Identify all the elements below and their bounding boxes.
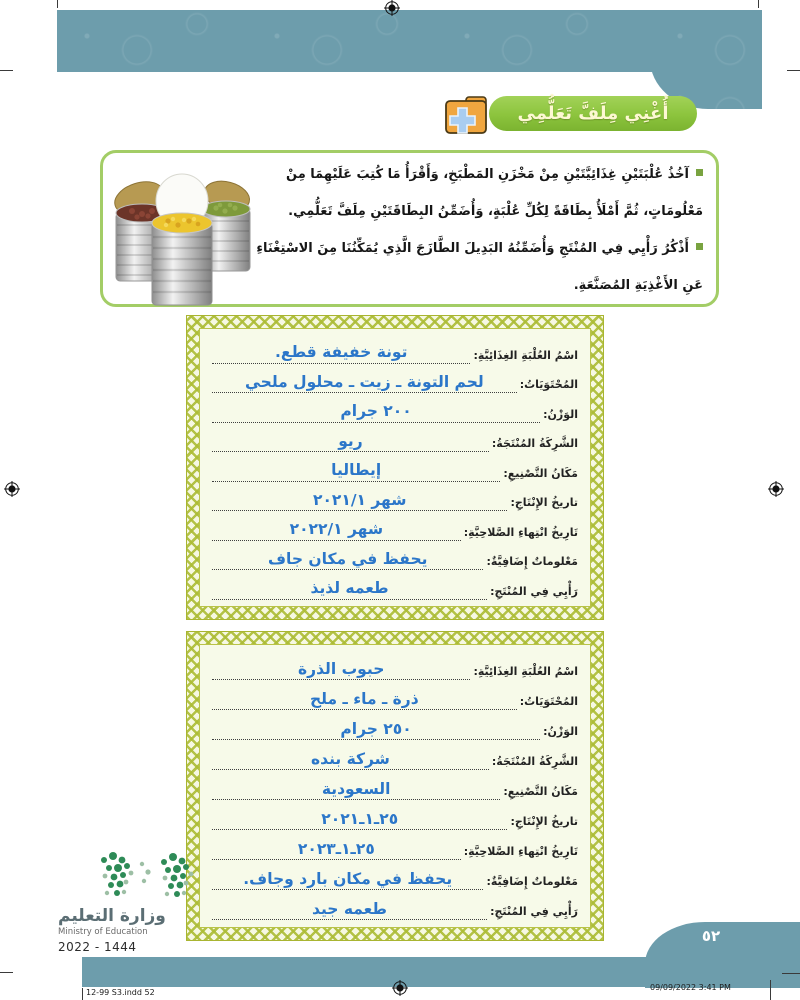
- folder-plus-icon: [439, 95, 493, 137]
- field-row: [212, 712, 578, 740]
- crop-mark: [787, 70, 800, 71]
- food-label-card-1-body: [199, 328, 591, 607]
- dotted-answer-line: [212, 427, 489, 452]
- crop-mark: [57, 0, 58, 8]
- dotted-answer-line: [212, 457, 500, 482]
- registration-mark-icon: [384, 0, 400, 16]
- field-answer: تونة خفيفة قطع.: [274, 343, 408, 362]
- ministry-name-arabic: وزارة التعليم: [58, 906, 166, 926]
- crop-mark: [82, 988, 83, 1000]
- ministry-logo: [58, 850, 218, 954]
- dotted-answer-line: [212, 516, 461, 541]
- dotted-answer-line: [212, 835, 461, 860]
- dotted-answer-line: [212, 575, 487, 600]
- registration-mark-icon: [768, 481, 784, 497]
- field-label: الشَّرِكَةُ المُنْتَجَةُ:: [491, 755, 578, 768]
- dotted-answer-line: [212, 398, 540, 423]
- field-label: الوَزْنُ:: [543, 407, 578, 421]
- field-label: اسْمُ العُلْبَةِ الغِذَائِيَّةِ:: [473, 665, 578, 678]
- ministry-emblem-icon: [86, 850, 210, 902]
- field-label: مَعْلوماتٌ إِضَافِيَّةٌ:: [486, 875, 578, 888]
- lesson-title-banner: [489, 96, 697, 131]
- field-label: المُحْتَوَيَاتُ:: [519, 378, 578, 391]
- dotted-answer-line: [212, 745, 489, 770]
- ministry-name-english: Ministry of Education: [58, 927, 148, 937]
- field-answer: طعمه جيد: [312, 899, 388, 918]
- field-row: [212, 892, 578, 920]
- dotted-answer-line: [212, 865, 483, 890]
- field-row: [212, 483, 578, 511]
- field-label: تَارِيخُ انْتِهاءِ الصَّلاحِيَّةِ:: [463, 525, 578, 539]
- field-label: مَكَانُ التَّصْنِيعِ:: [503, 785, 578, 798]
- field-row: [212, 772, 578, 800]
- field-answer: إيطاليا: [331, 461, 382, 480]
- field-answer: ذرة ـ ماء ـ ملح: [310, 689, 419, 708]
- field-answer: يحفظ في مكان بارد وجاف.: [243, 869, 453, 888]
- field-row: [212, 832, 578, 860]
- dotted-answer-line: [212, 805, 507, 830]
- field-label: تَارِيخُ انْتِهاءِ الصَّلاحِيَّةِ:: [463, 845, 578, 858]
- field-answer: السعودية: [321, 779, 391, 798]
- header-decor-corner: [650, 10, 762, 109]
- field-label: اسْمُ العُلْبَةِ الغِذَائِيَّةِ:: [473, 348, 578, 362]
- field-answer: ٢٥ـ١ـ٢٠٢١: [321, 809, 399, 828]
- edition-years: 2022 - 1444: [58, 940, 137, 954]
- page-number: ٥٢: [701, 927, 721, 945]
- field-label: تاريخُ الإِنْتَاجِ:: [510, 496, 578, 509]
- field-answer: ريو: [338, 431, 363, 450]
- dotted-answer-line: [212, 368, 517, 393]
- crop-mark: [0, 70, 13, 71]
- crop-mark: [770, 980, 771, 1000]
- dotted-answer-line: [212, 685, 517, 710]
- instructions-text: [100, 151, 719, 304]
- crop-mark: [0, 972, 13, 973]
- dotted-answer-line: [212, 895, 487, 920]
- field-label: الشَّرِكَةُ المُنْتَجَةُ:: [491, 437, 578, 450]
- field-row: [212, 513, 578, 541]
- field-row: [212, 395, 578, 423]
- field-row: [212, 652, 578, 680]
- field-answer: شركة بنده: [310, 749, 390, 768]
- registration-mark-icon: [4, 481, 20, 497]
- field-row: [212, 572, 578, 600]
- food-label-card-2-body: [199, 644, 591, 928]
- print-timestamp: 09/09/2022 3:41 PM: [650, 983, 731, 992]
- field-answer: حبوب الذرة: [298, 659, 385, 678]
- field-row: [212, 862, 578, 890]
- field-row: [212, 365, 578, 393]
- field-label: تاريخُ الإِنْتَاجِ:: [510, 815, 578, 828]
- dotted-answer-line: [212, 775, 500, 800]
- field-row: [212, 682, 578, 710]
- field-answer: ٢٠٠ جرام: [340, 402, 412, 421]
- dotted-answer-line: [212, 486, 507, 511]
- dotted-answer-line: [212, 715, 540, 740]
- field-label: الوَزْنُ:: [543, 725, 578, 738]
- field-answer: طعمه لذيذ: [310, 579, 389, 598]
- dotted-answer-line: [212, 339, 470, 364]
- instruction-item: [248, 156, 703, 230]
- field-label: مَعْلوماتٌ إِضَافِيَّةٌ:: [486, 555, 578, 568]
- print-file-info: 12-99 S3.indd 52: [86, 988, 155, 997]
- field-answer: ٢٥٠ جرام: [340, 719, 412, 738]
- field-row: [212, 424, 578, 452]
- crop-mark: [782, 973, 800, 974]
- field-label: مَكَانُ التَّصْنِيعِ:: [503, 466, 578, 480]
- instruction-text-1: آخُذُ عُلْبَتَيْنِ غِذَائِيَّتَيْنِ مِنْ مَخْزَنِ المَطْبَخِ، وَأَقْرَأُ مَا كُتِبَ عَلَيْهِمَا مِنْ مَعْلُومَاتٍ، ثُمَّ أَمْلَأُ بِطَاقَةً لِكُلِّ عُلْبَةٍ، وَأُضَمِّنُ البِطَاقَتَيْنِ مِلَفَّ تَعَلُّمِي.: [286, 167, 703, 219]
- food-label-card-2: [186, 631, 604, 941]
- bullet-square-icon: [696, 243, 703, 250]
- dotted-answer-line: [212, 655, 470, 680]
- field-answer: ٢٥ـ١ـ٢٠٢٣: [297, 839, 375, 858]
- field-answer: لحم التونة ـ زيت ـ محلول ملحي: [244, 372, 484, 391]
- field-label: رَأْيِي فِي المُنْتَجِ:: [490, 905, 578, 918]
- crop-mark: [758, 0, 759, 8]
- field-row: [212, 802, 578, 830]
- field-label: المُحْتَوَيَاتُ:: [519, 695, 578, 708]
- field-row: [212, 742, 578, 770]
- field-row: [212, 336, 578, 364]
- field-row: [212, 454, 578, 482]
- instruction-item: [248, 230, 703, 304]
- field-row: [212, 542, 578, 570]
- bullet-square-icon: [696, 169, 703, 176]
- registration-mark-icon: [392, 980, 408, 996]
- field-answer: شهر ٢٠٢٢/١: [289, 520, 384, 539]
- food-label-card-1: [186, 315, 604, 620]
- instruction-text-2: أَذْكُرُ رَأْيِي فِي المُنْتَجِ وَأُضَمِّنُهُ البَدِيلَ الطَّازَجَ الَّذِي يُمَكِّنُنَا مِنَ الاسْتِغْنَاءِ عَنِ الأَغْذِيَةِ المُصَنَّعَةِ.: [256, 241, 703, 293]
- field-label: رَأْيِي فِي المُنْتَجِ:: [490, 584, 578, 598]
- lesson-title: أُغْنِي مِلَفَّ تَعَلُّمِي: [517, 103, 669, 124]
- field-answer: يحفظ في مكان جاف: [268, 549, 428, 568]
- dotted-answer-line: [212, 545, 483, 570]
- field-answer: شهر ٢٠٢١/١: [312, 490, 407, 509]
